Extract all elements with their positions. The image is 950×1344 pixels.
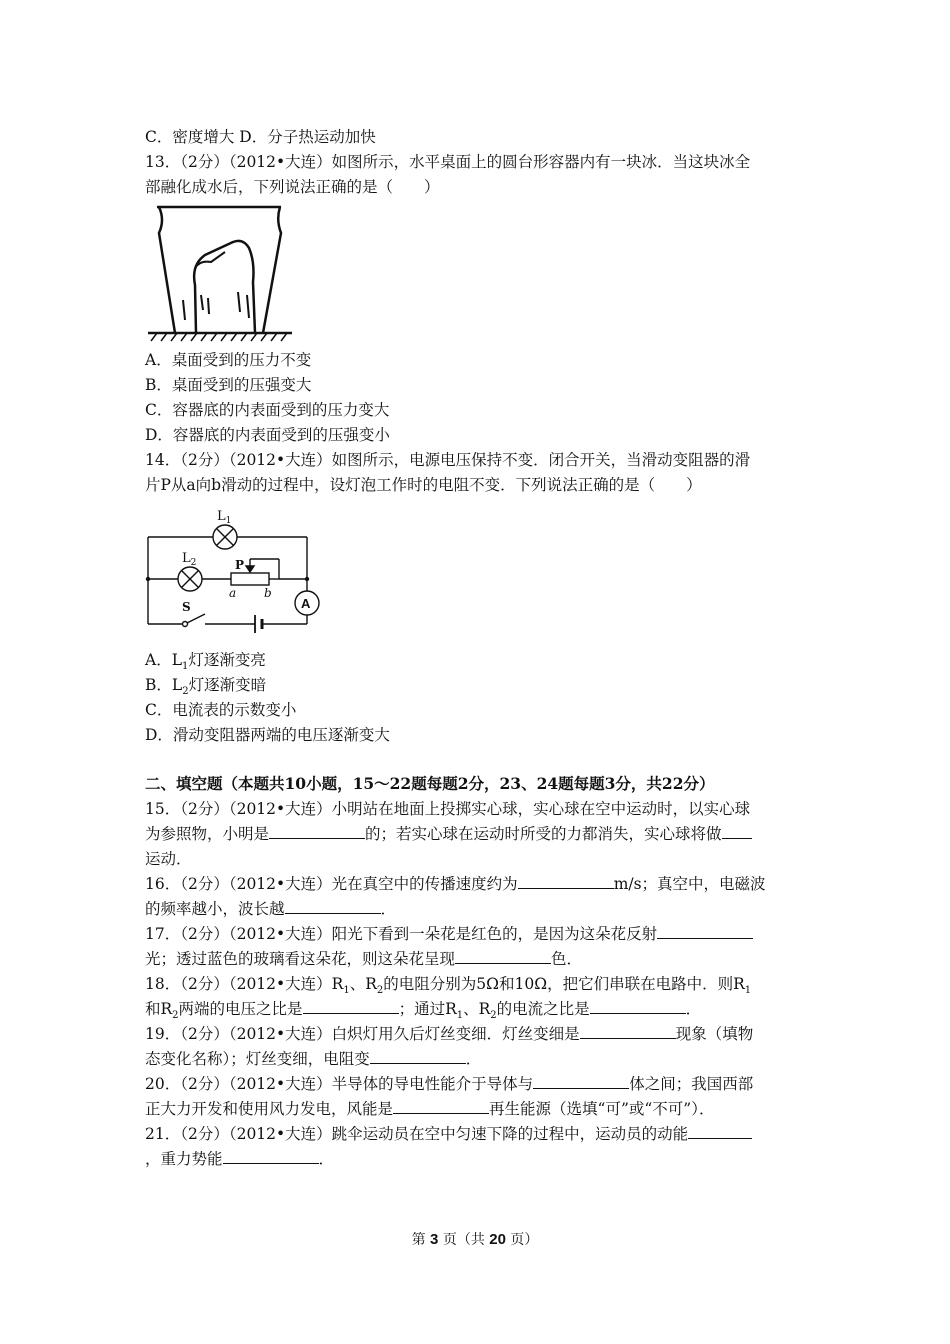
q14-option-c: C．电流表的示数变小 [145,701,297,719]
l1-label: $L_1$ [217,509,232,526]
q13-option-c: C．容器底的内表面受到的压力变大 [145,401,390,419]
q15-line2: 为参照物，小明是 的；若实心球在运动时所受的力都消失，实心球将做 [145,824,815,844]
ammeter-label: A [301,596,311,611]
q20-blank-2[interactable] [393,1099,489,1114]
q16-blank-2[interactable] [285,899,381,914]
l2-label: $L_2$ [182,551,197,568]
q18-blank-2[interactable] [590,999,686,1014]
q15-line3: 运动． [145,850,192,868]
q21-line2: ，重力势能 ． [145,1150,335,1168]
q16-blank-1[interactable] [518,874,614,889]
q20-line2: 正大力开发和使用风力发电，风能是 再生能源（选填“可”或“不可”）． [145,1100,715,1118]
q20-line1: 20．（2分）（2012•大连）半导体的导电性能介于导体与 体之间；我国西部 [145,1075,754,1093]
section-2-heading: 二、填空题（本题共10小题，15～22题每题2分，23、24题每题3分，共22分） [145,774,715,793]
q17-blank-2[interactable] [455,949,551,964]
q13-option-b: B．桌面受到的压强变大 [145,376,312,394]
page-number: 3 [430,1231,439,1248]
q14-stem-line2: 片P从a向b滑动的过程中，设灯泡工作时的电阻不变．下列说法正确的是（ ） [145,476,702,494]
end-a-label: a [229,586,237,600]
end-b-label: b [264,586,272,600]
q12-option-cd: C．密度增大 D．分子热运动加快 [145,128,376,146]
q21-line1: 21．（2分）（2012•大连）跳伞运动员在空中匀速下降的过程中，运动员的动能 [145,1124,815,1144]
q17-line2: 光；透过蓝色的玻璃看这朵花，则这朵花呈现 色． [145,950,583,968]
circuit-diagram [142,500,327,640]
q20-blank-1[interactable] [533,1074,629,1089]
q14-option-b: B．$L_2$灯逐渐变暗 [145,676,267,698]
q14-option-a: A．$L_1$灯逐渐变亮 [145,651,266,673]
switch-s-label: S [182,600,191,614]
q19-blank-2[interactable] [370,1049,466,1064]
q21-blank-1[interactable] [688,1124,752,1139]
q18-line1: 18．（2分）（2012•大连）$R_1$、$R_2$的电阻分别为5Ω和10Ω，把它们串联在电路中．则$R_1$ [145,975,752,997]
q13-option-d: D．容器底的内表面受到的压强变小 [145,426,390,444]
total-pages: 20 [489,1231,506,1248]
q18-blank-1[interactable] [303,999,399,1014]
q16-line1: 16．（2分）（2012•大连）光在真空中的传播速度约为 m/s；真空中，电磁波 [145,875,766,893]
q21-blank-2[interactable] [223,1149,319,1164]
q16-line2: 的频率越小，波长越 ． [145,900,397,918]
q19-line1: 19．（2分）（2012•大连）白炽灯用久后灯丝变细．灯丝变细是 现象（填物 [145,1025,754,1043]
q17-blank-1[interactable] [657,924,753,939]
q14-stem-line1: 14．（2分）（2012•大连）如图所示，电源电压保持不变．闭合开关，当滑动变阻器的滑 [145,451,751,469]
q18-line2: 和$R_2$两端的电压之比是 ；通过$R_1$、$R_2$的电流之比是 ． [145,1000,702,1022]
ice-container-figure [145,200,295,348]
q13-stem-line1: 13．（2分）（2012•大连）如图所示，水平桌面上的圆台形容器内有一块冰．当这块冰全 [145,153,751,171]
page-footer: 第 3 页（共 20 页） [411,1231,539,1248]
slider-p-label: P [235,558,245,572]
q15-blank-1[interactable] [269,824,365,839]
q13-stem-line2: 部融化成水后，下列说法正确的是（ ） [145,178,440,196]
q19-line2: 态变化名称）；灯丝变细，电阻变 ． [145,1050,482,1068]
q14-option-d: D．滑动变阻器两端的电压逐渐变大 [145,726,390,744]
q19-blank-1[interactable] [580,1024,676,1039]
q15-line1: 15．（2分）（2012•大连）小明站在地面上投掷实心球，实心球在空中运动时，以实心球 [145,800,751,818]
q15-blank-2[interactable] [722,824,752,839]
q13-option-a: A．桌面受到的压力不变 [145,351,312,369]
q17-line1: 17．（2分）（2012•大连）阳光下看到一朵花是红色的，是因为这朵花反射 [145,924,815,944]
